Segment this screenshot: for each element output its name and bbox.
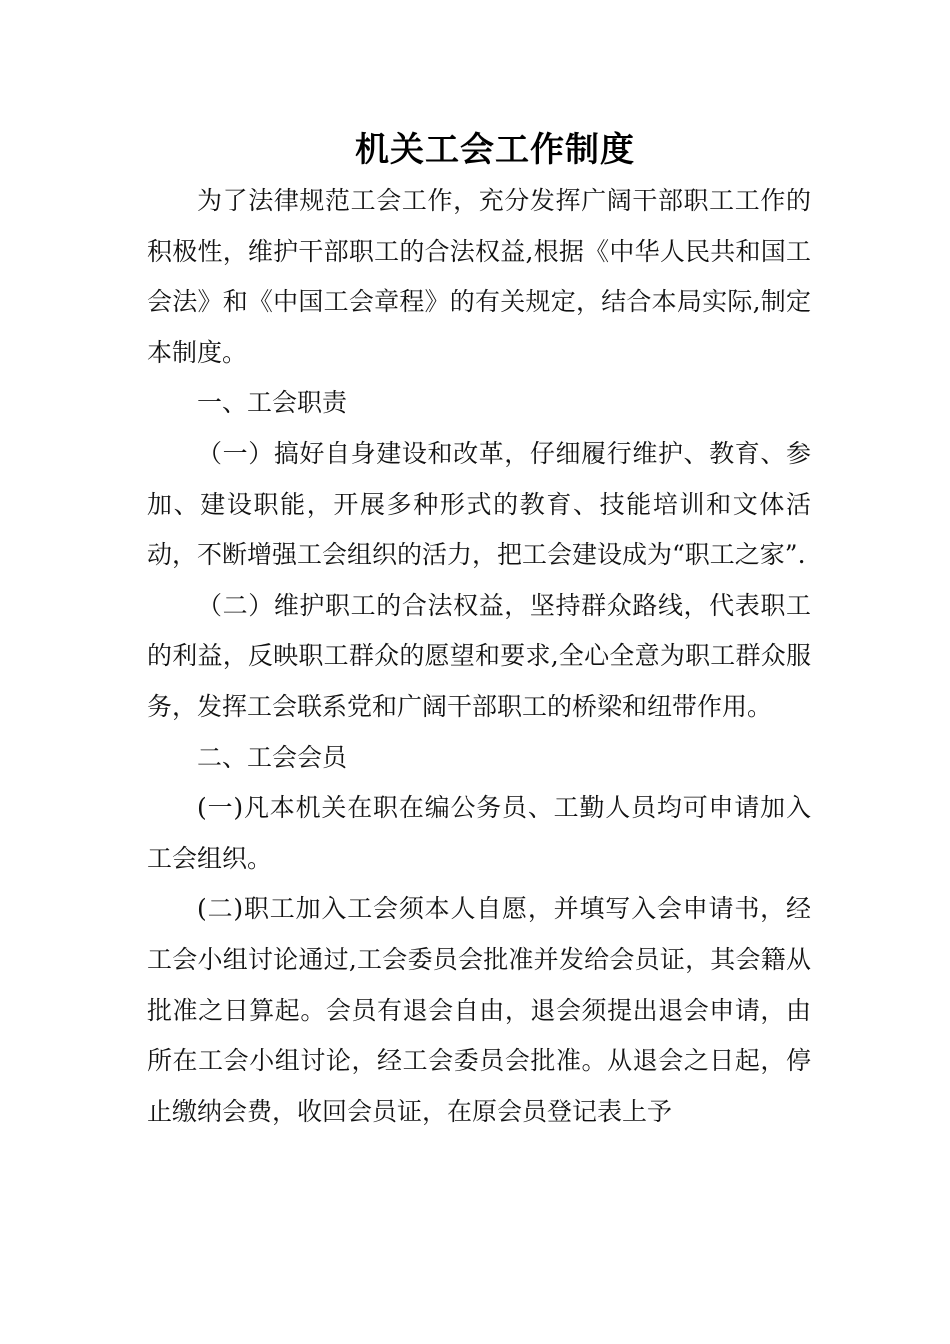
document-title: 机关工会工作制度 <box>355 130 635 170</box>
document-body <box>147 176 811 1137</box>
section-heading-duties: 一、工会职责 <box>197 388 348 418</box>
member-paragraph-1: (一)凡本机关在职在编公务员、工勤人员均可申请加入工会组织。 <box>147 793 811 873</box>
intro-paragraph: 为了法律规范工会工作，充分发挥广阔干部职工工作的积极性，维护干部职工的合法权益,根据《中华人民共和国工会法》和《中国工会章程》的有关规定，结合本局实际,制定本制度。 <box>147 186 811 367</box>
member-paragraph-2: (二)职工加入工会须本人自愿，并填写入会申请书，经工会小组讨论通过,工会委员会批准并发给会员证，其会籍从批准之日算起。会员有退会自由，退会须提出退会申请，由所在工会小组讨论，经工会委员会批准。从退会之日起，停止缴纳会费，收回会员证，在原会员登记表上予 <box>147 894 811 1126</box>
duty-paragraph-2: （二）维护职工的合法权益，坚持群众路线，代表职工的利益，反映职工群众的愿望和要求,全心全意为职工群众服务，发挥工会联系党和广阔干部职工的桥梁和纽带作用。 <box>147 590 811 721</box>
duty-paragraph-1: （一）搞好自身建设和改革，仔细履行维护、教育、参加、建设职能，开展多种形式的教育、技能培训和文体活动，不断增强工会组织的活力，把工会建设成为“职工之家”. <box>147 438 811 570</box>
section-heading-members: 二、工会会员 <box>197 742 348 772</box>
